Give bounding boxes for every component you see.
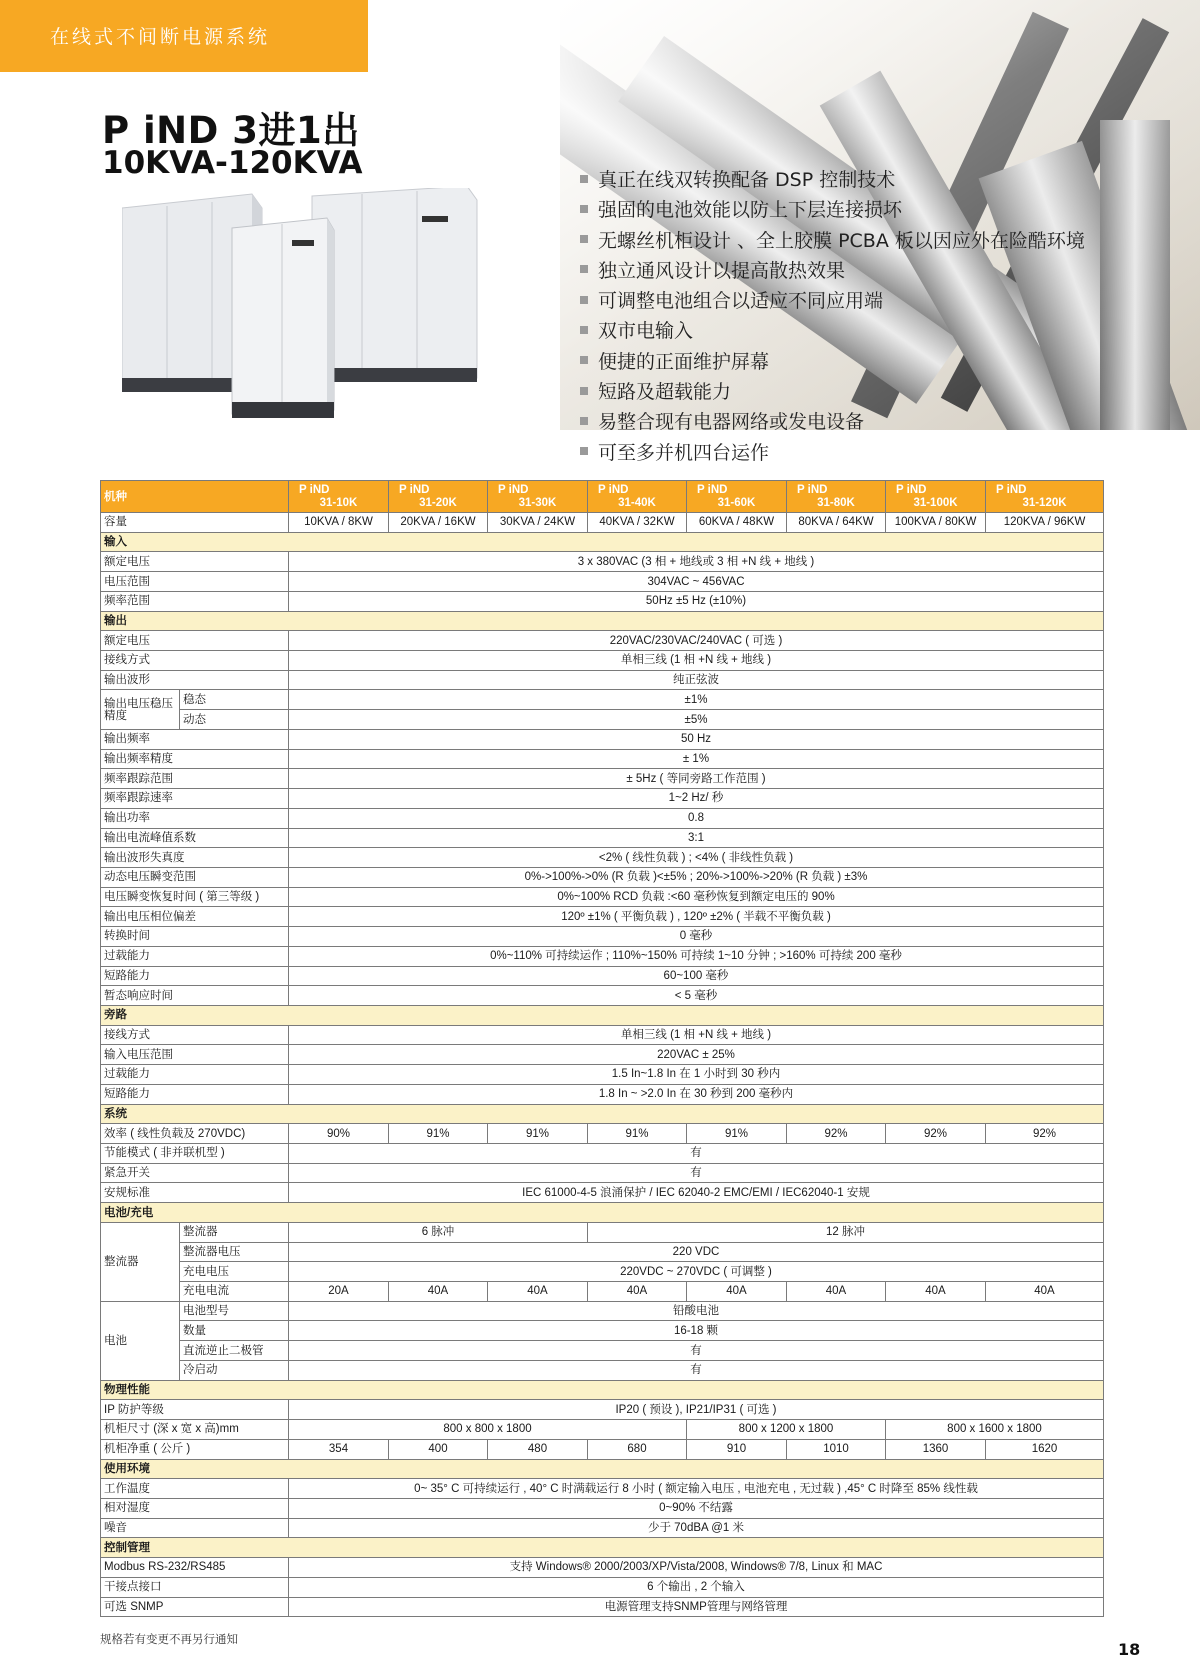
- table-row: 短路能力 1.8 In ~ >2.0 In 在 30 秒到 200 毫秒内: [101, 1084, 1104, 1104]
- feature-item: 双市电输入: [580, 316, 1085, 346]
- table-row: 整流器 整流器 6 脉冲 12 脉冲: [101, 1222, 1104, 1242]
- table-row: IP 防护等级 IP20 ( 预设 ), IP21/IP31 ( 可选 ): [101, 1400, 1104, 1420]
- section-row-physical: 物理性能: [101, 1380, 1104, 1400]
- table-row: 接线方式 单相三线 (1 相 +N 线 + 地线 ): [101, 651, 1104, 671]
- cell-value: 60KVA / 48KW: [687, 513, 787, 533]
- series-header-band: [0, 0, 368, 72]
- model-header-cell: P iND 31-30K: [488, 481, 588, 513]
- ups-cabinets-image: [122, 188, 522, 456]
- table-row: 频率跟踪速率 1~2 Hz/ 秒: [101, 789, 1104, 809]
- section-row-management: 控制管理: [101, 1538, 1104, 1558]
- table-row: 噪音 少于 70dBA @1 米: [101, 1518, 1104, 1538]
- bullet-icon: [580, 356, 588, 364]
- cell-value: 10KVA / 8KW: [289, 513, 389, 533]
- table-row: 充电电压 220VDC ~ 270VDC ( 可调整 ): [101, 1262, 1104, 1282]
- table-row: 输出频率精度 ± 1%: [101, 749, 1104, 769]
- bullet-icon: [580, 387, 588, 395]
- table-row: 紧急开关 有: [101, 1163, 1104, 1183]
- section-row-bypass: 旁路: [101, 1005, 1104, 1025]
- section-row-output: 输出: [101, 611, 1104, 631]
- bullet-icon: [580, 205, 588, 213]
- table-row: 效率 ( 线性负载及 270VDC) 90% 91% 91% 91% 91% 92% 92% 92%: [101, 1124, 1104, 1144]
- row-label: 容量: [101, 513, 289, 533]
- table-row: 转换时间 0 毫秒: [101, 927, 1104, 947]
- cell-value: 40KVA / 32KW: [588, 513, 687, 533]
- model-header-cell: P iND 31-80K: [787, 481, 886, 513]
- table-row: 充电电流 20A 40A 40A 40A 40A 40A 40A 40A: [101, 1282, 1104, 1302]
- table-row: 输入电压范围 220VAC ± 25%: [101, 1045, 1104, 1065]
- table-header-row: [101, 481, 1104, 513]
- table-row: 数量 16-18 颗: [101, 1321, 1104, 1341]
- model-header-cell: P iND 31-10K: [289, 481, 389, 513]
- battery-group-label: 电池: [101, 1301, 180, 1380]
- model-header-cell: P iND 31-100K: [886, 481, 986, 513]
- section-row-battery: 电池/充电: [101, 1203, 1104, 1223]
- section-row-environment: 使用环境: [101, 1459, 1104, 1479]
- product-range: 10KVA-120KVA: [102, 145, 363, 181]
- table-row: 干接点接口 6 个输出 , 2 个输入: [101, 1577, 1104, 1597]
- footnote: 规格若有变更不再另行通知: [100, 1632, 238, 1646]
- bullet-icon: [580, 447, 588, 455]
- table-row: 暂态响应时间 < 5 毫秒: [101, 986, 1104, 1006]
- bullet-icon: [580, 235, 588, 243]
- table-row: 电池 电池型号 铅酸电池: [101, 1301, 1104, 1321]
- feature-item: 可至多并机四台运作: [580, 438, 1085, 468]
- model-header-cell: P iND 31-120K: [986, 481, 1104, 513]
- table-row: 输出电压相位偏差 120º ±1% ( 平衡负载 ) , 120º ±2% ( 半载不平衡负载 ): [101, 907, 1104, 927]
- table-row: 工作温度 0~ 35° C 可持续运行 , 40° C 时满载运行 8 小时 ( 额定输入电压 , 电池充电 , 无过载 ) ,45° C 时降至 85% 线性载: [101, 1479, 1104, 1499]
- table-row: 频率跟踪范围 ± 5Hz ( 等同旁路工作范围 ): [101, 769, 1104, 789]
- table-row: 电压范围 304VAC ~ 456VAC: [101, 572, 1104, 592]
- feature-item: 易整合现有电器网络或发电设备: [580, 407, 1085, 437]
- table-row: 动态 ±5%: [101, 710, 1104, 730]
- feature-item: 独立通风设计以提高散热效果: [580, 256, 1085, 286]
- product-name: P iND 3进1出: [102, 109, 360, 152]
- feature-item: 可调整电池组合以适应不同应用端: [580, 286, 1085, 316]
- series-title: 在线式不间断电源系统: [50, 26, 271, 48]
- table-row: 直流逆止二极管 有: [101, 1341, 1104, 1361]
- table-row: 输出电流峰值系数 3:1: [101, 828, 1104, 848]
- cabinet-front: [232, 218, 334, 418]
- table-row: 节能模式 ( 非并联机型 ) 有: [101, 1144, 1104, 1164]
- cell-value: 80KVA / 64KW: [787, 513, 886, 533]
- rectifier-group-label: 整流器: [101, 1222, 180, 1301]
- table-row: 接线方式 单相三线 (1 相 +N 线 + 地线 ): [101, 1025, 1104, 1045]
- table-row: 机柜净重 ( 公斤 ) 354 400 480 680 910 1010 1360 1620: [101, 1439, 1104, 1459]
- table-row: 动态电压瞬变范围 0%->100%->0% (R 负载 )<±5% ; 20%->100%->20% (R 负载 ) ±3%: [101, 867, 1104, 887]
- table-row: 额定电压 220VAC/230VAC/240VAC ( 可选 ): [101, 631, 1104, 651]
- table-row: 短路能力 60~100 毫秒: [101, 966, 1104, 986]
- feature-item: 短路及超载能力: [580, 377, 1085, 407]
- table-row: 可选 SNMP 电源管理支持SNMP管理与网络管理: [101, 1597, 1104, 1617]
- table-row: 整流器电压 220 VDC: [101, 1242, 1104, 1262]
- bullet-icon: [580, 417, 588, 425]
- bullet-icon: [580, 326, 588, 334]
- table-row: 输出波形失真度 <2% ( 线性负载 ) ; <4% ( 非线性负载 ): [101, 848, 1104, 868]
- table-row: 过载能力 0%~110% 可持续运作 ; 110%~150% 可持续 1~10 分钟 ; >160% 可持续 200 毫秒: [101, 946, 1104, 966]
- feature-item: 便捷的正面维护屏幕: [580, 347, 1085, 377]
- table-row: 过载能力 1.5 In~1.8 In 在 1 小时到 30 秒内: [101, 1065, 1104, 1085]
- feature-list: [580, 165, 1085, 468]
- table-row: 安规标准 IEC 61000-4-5 浪涌保护 / IEC 62040-2 EMC/EMI / IEC62040-1 安规: [101, 1183, 1104, 1203]
- cell-value: 100KVA / 80KW: [886, 513, 986, 533]
- table-row: 输出功率 0.8: [101, 808, 1104, 828]
- table-row: 额定电压 3 x 380VAC (3 相 + 地线或 3 相 +N 线 + 地线 ): [101, 552, 1104, 572]
- table-row: 相对湿度 0~90% 不结露: [101, 1498, 1104, 1518]
- cell-value: 20KVA / 16KW: [389, 513, 488, 533]
- specification-table: [100, 480, 1104, 1617]
- table-row: 冷启动 有: [101, 1360, 1104, 1380]
- feature-item: 无螺丝机柜设计 、全上胶膜 PCBA 板以因应外在险酷环境: [580, 226, 1085, 256]
- cell-value: 120KVA / 96KW: [986, 513, 1104, 533]
- section-row-input: 输入: [101, 532, 1104, 552]
- cell-value: 30KVA / 24KW: [488, 513, 588, 533]
- model-header-cell: P iND 31-40K: [588, 481, 687, 513]
- bullet-icon: [580, 296, 588, 304]
- model-header-cell: P iND 31-20K: [389, 481, 488, 513]
- table-row: [101, 513, 1104, 533]
- table-row: 输出波形 纯正弦波: [101, 670, 1104, 690]
- feature-item: 强固的电池效能以防上下层连接损坏: [580, 195, 1085, 225]
- cabinet-right: [312, 188, 477, 382]
- section-row-system: 系统: [101, 1104, 1104, 1124]
- bullet-icon: [580, 175, 588, 183]
- table-row: 电压瞬变恢复时间 ( 第三等级 ) 0%~100% RCD 负载 :<60 毫秒恢复到额定电压的 90%: [101, 887, 1104, 907]
- regulation-label: 输出电压稳压精度: [101, 690, 180, 729]
- table-row: 输出频率 50 Hz: [101, 729, 1104, 749]
- table-row: 频率范围 50Hz ±5 Hz (±10%): [101, 591, 1104, 611]
- table-row: 输出电压稳压精度 稳态 ±1%: [101, 690, 1104, 710]
- page-number: 18: [1118, 1640, 1141, 1659]
- model-header-label: 机种: [101, 481, 289, 513]
- table-row: 机柜尺寸 (深 x 宽 x 高)mm 800 x 800 x 1800 800 x 1200 x 1800 800 x 1600 x 1800: [101, 1420, 1104, 1440]
- bullet-icon: [580, 265, 588, 273]
- table-row: Modbus RS-232/RS485 支持 Windows® 2000/2003/XP/Vista/2008, Windows® 7/8, Linux 和 MAC: [101, 1558, 1104, 1578]
- model-header-cell: P iND 31-60K: [687, 481, 787, 513]
- feature-item: 真正在线双转换配备 DSP 控制技术: [580, 165, 1085, 195]
